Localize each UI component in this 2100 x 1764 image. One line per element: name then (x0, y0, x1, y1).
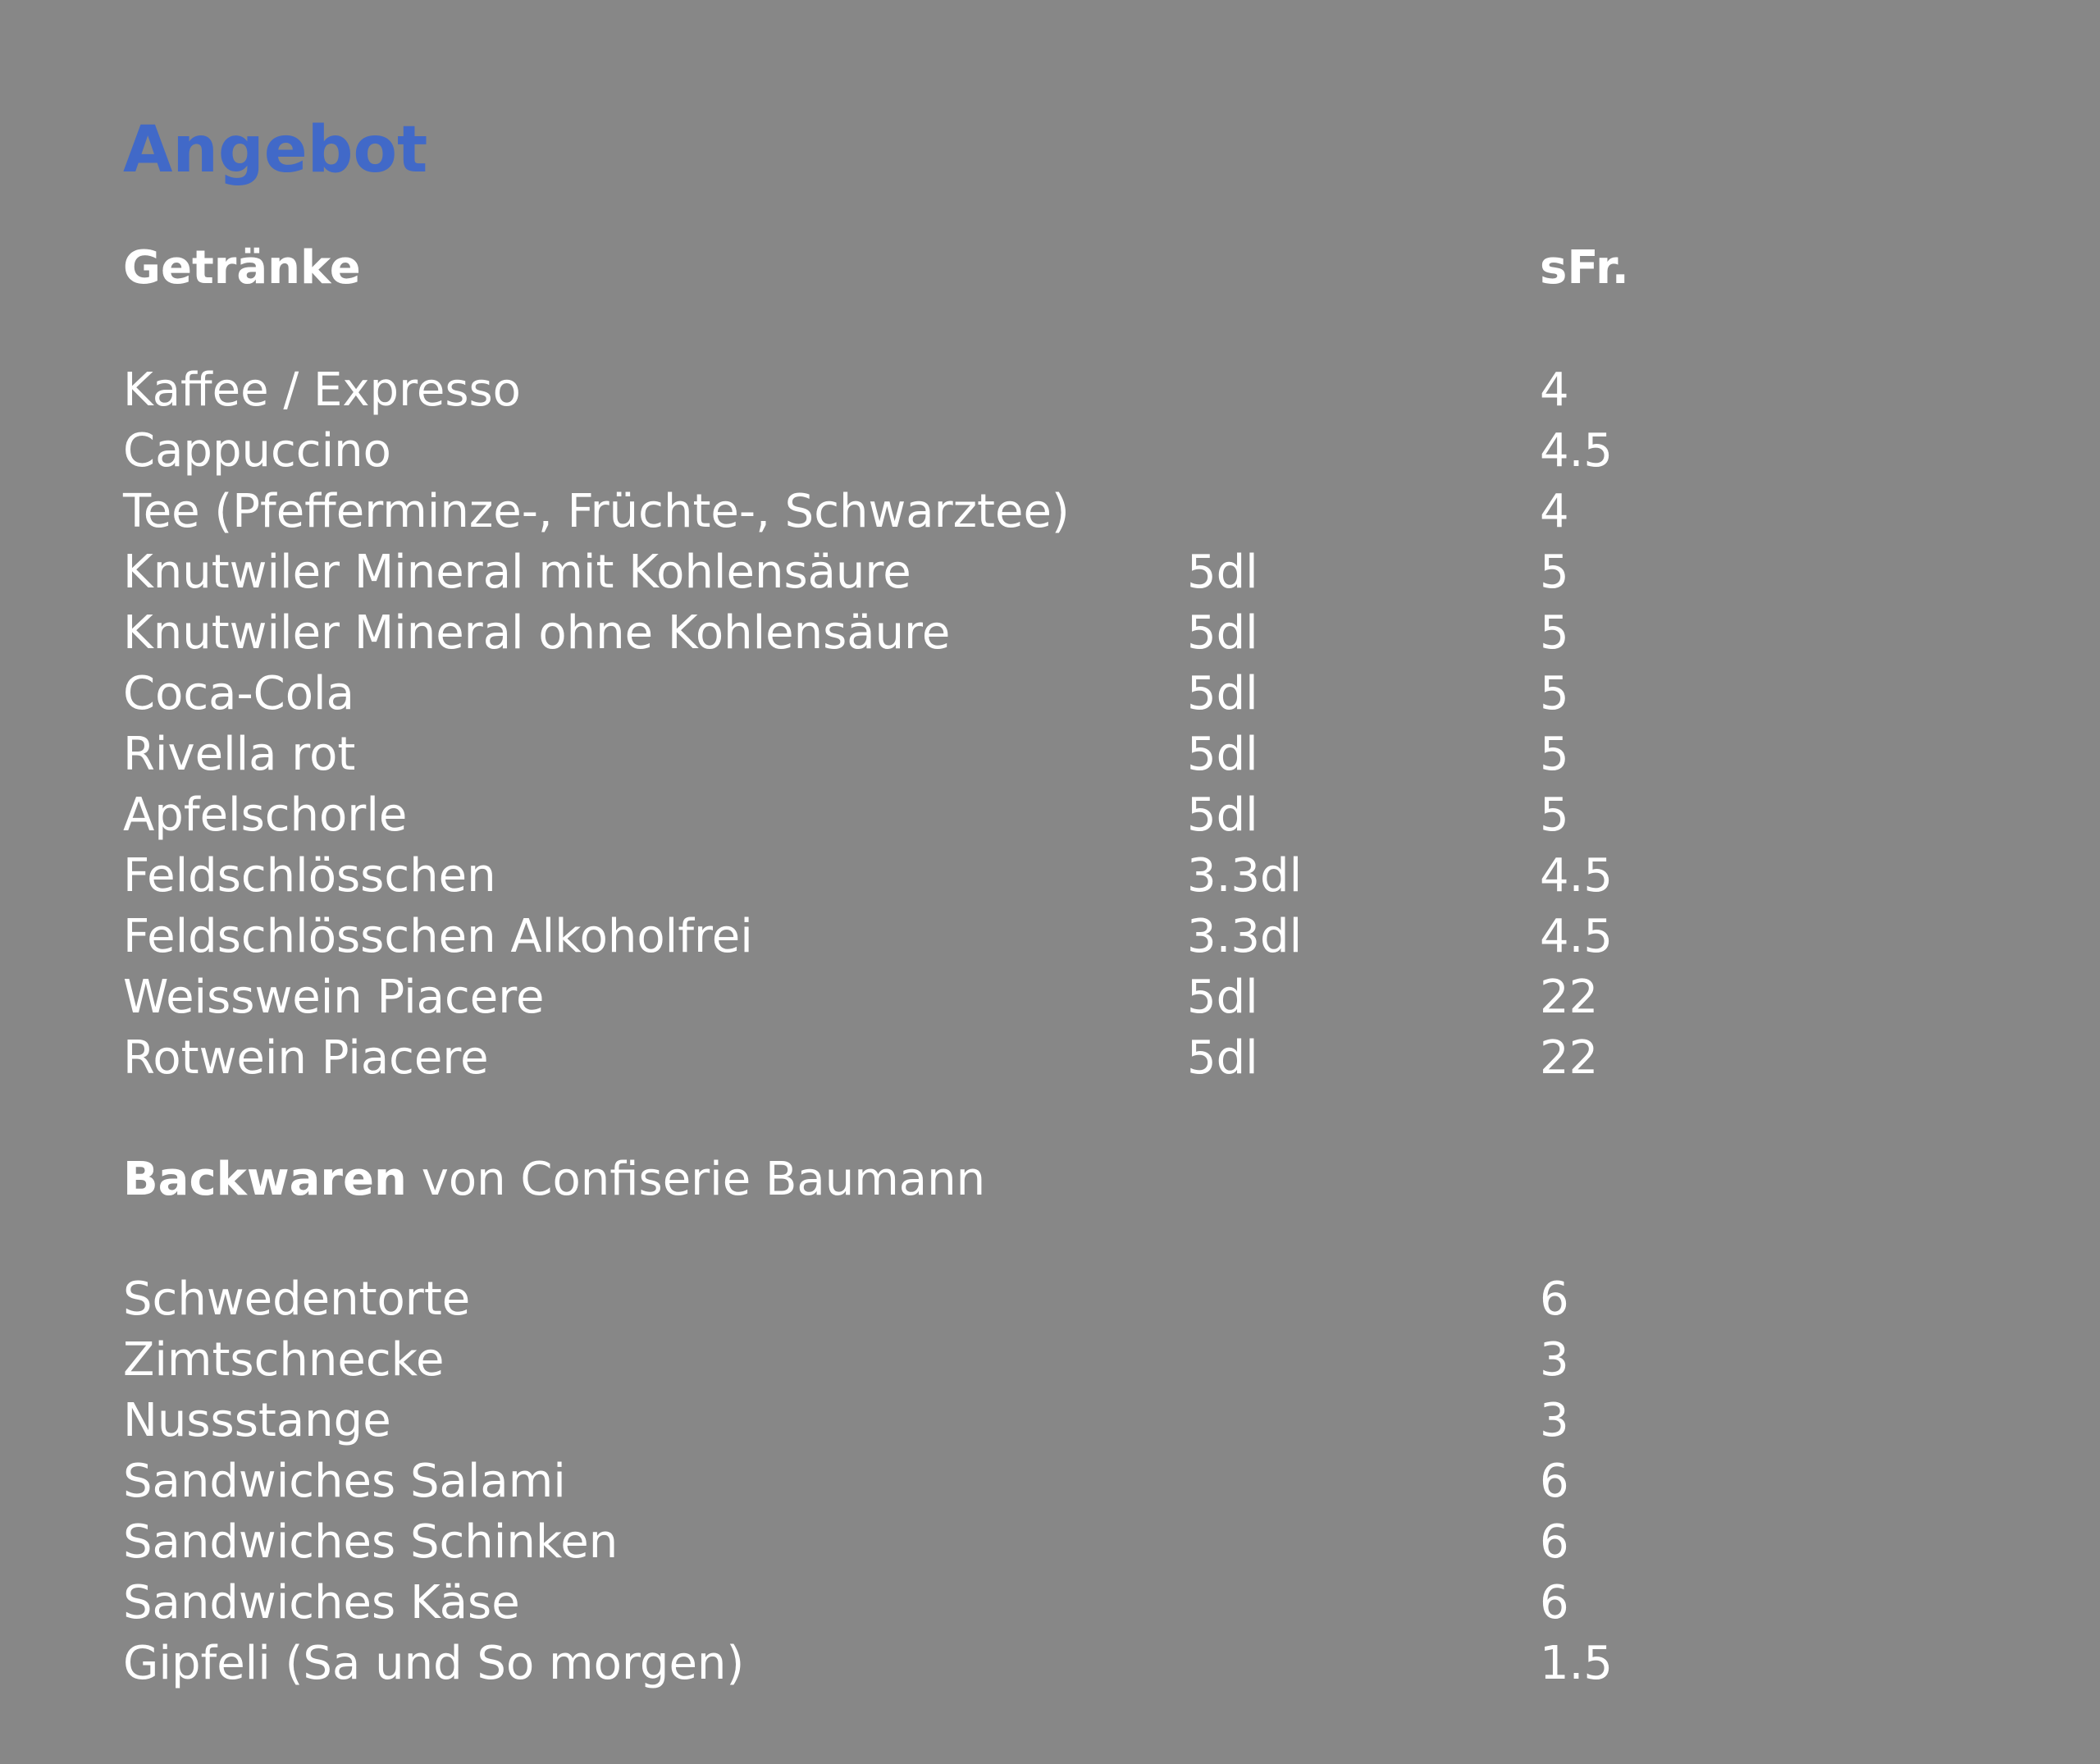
list-item (123, 603, 2010, 664)
list-item (123, 1573, 2010, 1634)
page-title: Angebot (123, 113, 428, 187)
item-size: 5dl (1187, 1031, 1258, 1085)
item-price: 4.5 (1540, 910, 1614, 963)
list-item (123, 1028, 2010, 1089)
item-price: 5 (1540, 728, 1569, 781)
item-price: 6 (1540, 1515, 1569, 1569)
item-name: Coca-Cola (123, 667, 354, 720)
item-name: Knutwiler Mineral mit Kohlensäure (123, 546, 911, 599)
item-price: 6 (1540, 1576, 1569, 1629)
item-name: Feldschlösschen (123, 849, 496, 903)
item-name: Sandwiches Schinken (123, 1515, 619, 1569)
item-size: 3.3dl (1187, 849, 1303, 903)
item-size: 3.3dl (1187, 910, 1303, 963)
item-price: 5 (1540, 788, 1569, 842)
list-item (123, 1634, 2010, 1694)
item-name: Zimtschnecke (123, 1333, 445, 1387)
item-price: 5 (1540, 667, 1569, 720)
drinks-heading (123, 238, 361, 299)
list-item (123, 1330, 2010, 1391)
item-size: 5dl (1187, 667, 1258, 720)
bakery-heading-rest: von Confiserie Baumann (406, 1153, 986, 1206)
item-name: Weisswein Piacere (123, 971, 545, 1024)
drinks-list (123, 360, 2010, 1089)
item-price: 22 (1540, 1031, 1599, 1085)
item-name: Gipfeli (Sa und So morgen) (123, 1637, 745, 1690)
list-item (123, 1269, 2010, 1330)
item-price: 3 (1540, 1394, 1569, 1447)
list-item (123, 542, 2010, 603)
item-name: Tee (Pfefferminze-, Früchte-, Schwarztee) (123, 485, 1070, 538)
item-name: Sandwiches Salami (123, 1455, 566, 1508)
item-size: 5dl (1187, 606, 1258, 660)
item-name: Rotwein Piacere (123, 1031, 489, 1085)
item-price: 5 (1540, 606, 1569, 660)
list-item (123, 1391, 2010, 1451)
bakery-heading (123, 1149, 985, 1210)
item-name: Sandwiches Käse (123, 1576, 520, 1629)
item-name: Kaffee / Expresso (123, 363, 521, 417)
item-price: 3 (1540, 1333, 1569, 1387)
item-price: 22 (1540, 971, 1599, 1024)
item-name: Apfelschorle (123, 788, 408, 842)
list-item (123, 1451, 2010, 1512)
item-price: 4 (1540, 363, 1569, 417)
item-size: 5dl (1187, 728, 1258, 781)
list-item (123, 846, 2010, 907)
list-item (123, 1512, 2010, 1573)
drinks-heading-label: Getränke (123, 241, 361, 295)
list-item (123, 482, 2010, 542)
item-name: Feldschlösschen Alkoholfrei (123, 910, 753, 963)
list-item (123, 724, 2010, 785)
item-name: Schwedentorte (123, 1273, 471, 1326)
bakery-heading-bold: Backwaren (123, 1153, 407, 1206)
price-column-heading: sFr. (1540, 241, 1629, 295)
item-price: 6 (1540, 1455, 1569, 1508)
item-price: 4 (1540, 485, 1569, 538)
list-item (123, 360, 2010, 421)
item-price: 6 (1540, 1273, 1569, 1326)
list-item (123, 664, 2010, 724)
item-price: 5 (1540, 546, 1569, 599)
item-price: 1.5 (1540, 1637, 1614, 1690)
bakery-list (123, 1269, 2010, 1694)
list-item (123, 907, 2010, 967)
list-item (123, 967, 2010, 1028)
item-name: Cappuccino (123, 424, 391, 478)
item-price: 4.5 (1540, 424, 1614, 478)
item-name: Rivella rot (123, 728, 356, 781)
item-size: 5dl (1187, 788, 1258, 842)
item-size: 5dl (1187, 971, 1258, 1024)
item-size: 5dl (1187, 546, 1258, 599)
list-item (123, 785, 2010, 846)
item-name: Knutwiler Mineral ohne Kohlensäure (123, 606, 951, 660)
list-item (123, 421, 2010, 482)
item-price: 4.5 (1540, 849, 1614, 903)
item-name: Nussstange (123, 1394, 391, 1447)
